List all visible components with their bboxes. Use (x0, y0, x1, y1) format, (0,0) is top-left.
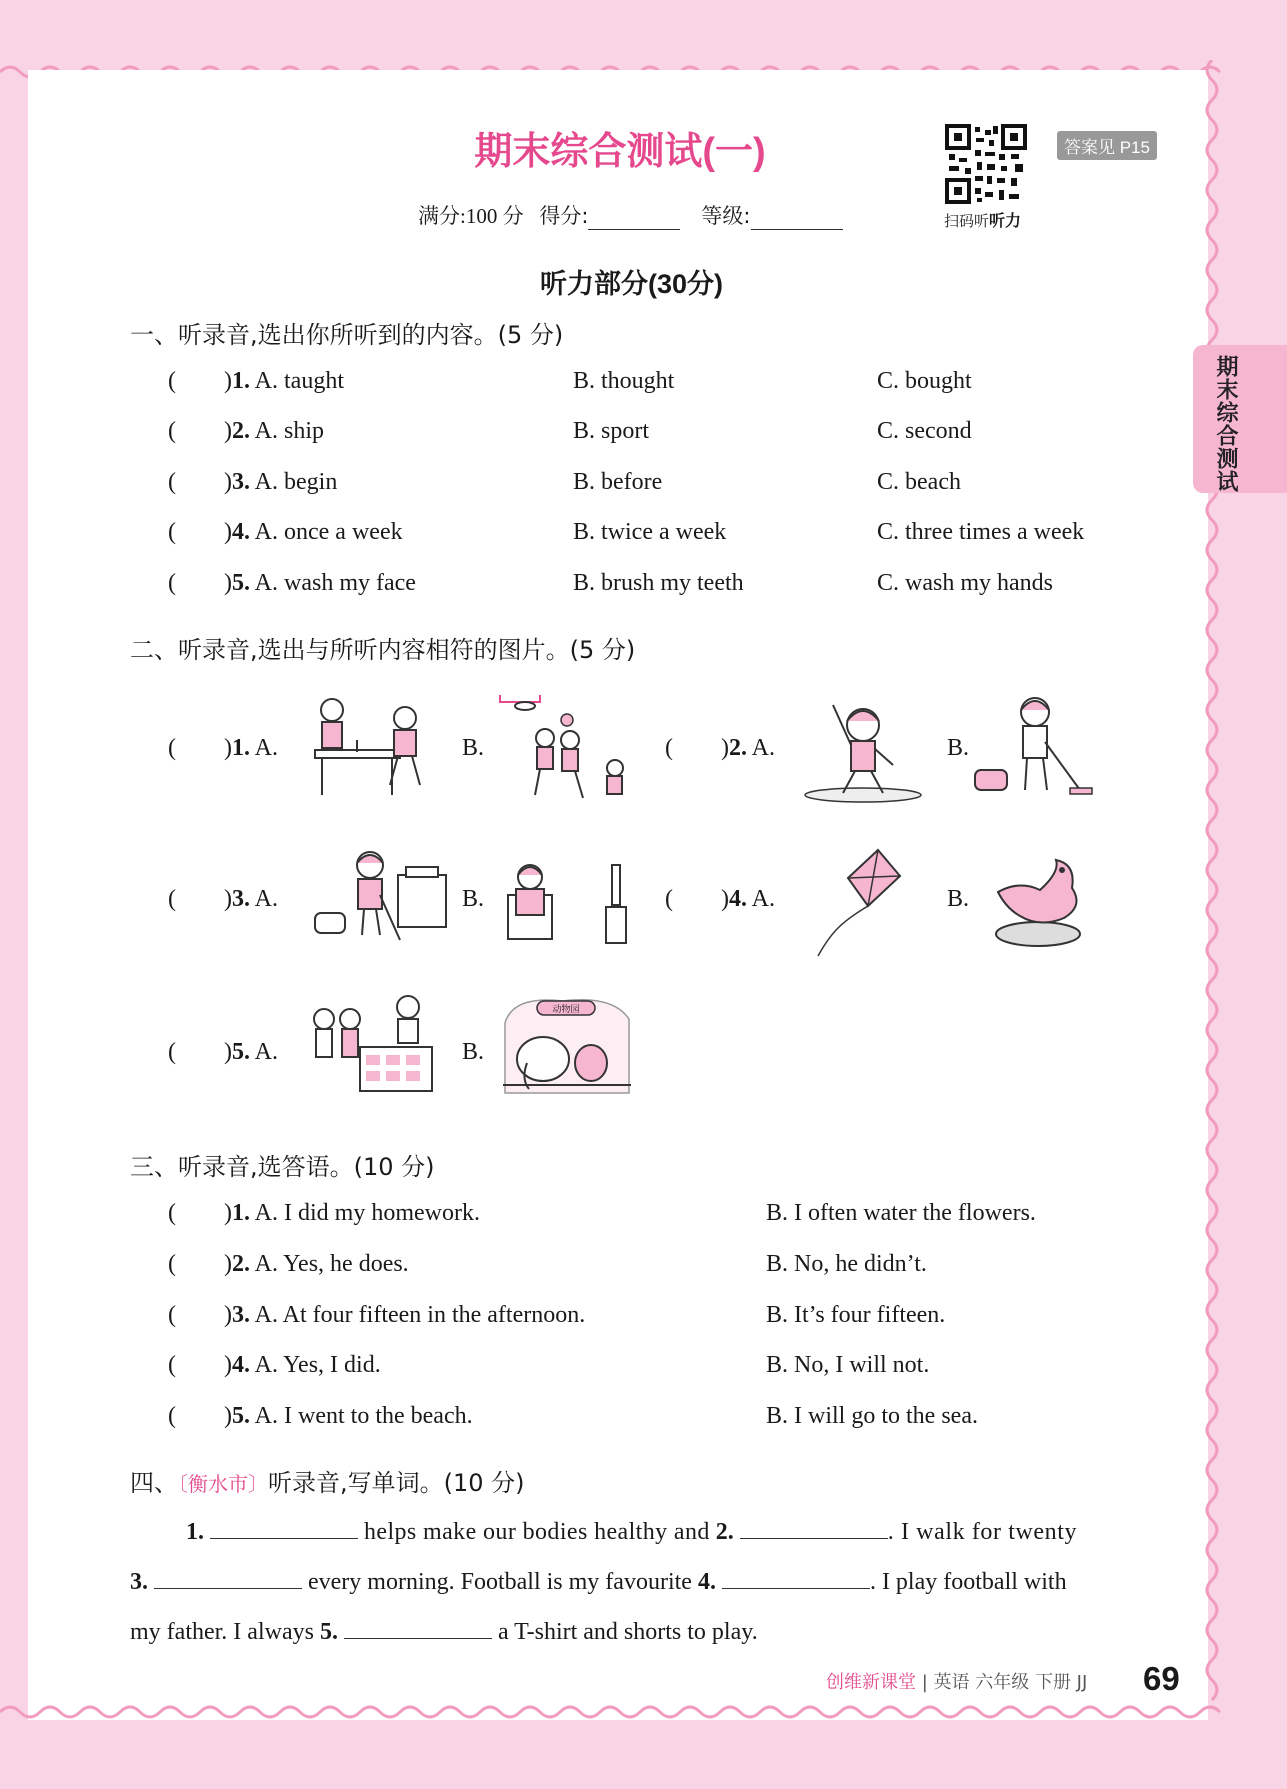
listening-section-title: 听力部分(30分) (540, 269, 724, 299)
option-a[interactable]: A. At four fifteen in the afternoon. (254, 1302, 586, 1328)
page-number: 69 (1143, 1660, 1180, 1697)
part1-option-c[interactable]: C. second (877, 418, 972, 444)
part2-option-b-label: B. (462, 886, 485, 912)
item-number: 4. (728, 886, 747, 912)
option-a-label: A. (751, 886, 776, 912)
item-number: 3. (231, 469, 250, 495)
item-number: 5. (231, 570, 250, 596)
score-label: 得分: (539, 204, 589, 228)
part1-option-b[interactable]: B. sport (573, 418, 650, 444)
vacuum-cleaning-picture[interactable] (965, 690, 1095, 805)
part4-heading-text: 听录音,写单词。(10 分) (268, 1469, 525, 1497)
part2-item-4: ( )4. A. (665, 886, 776, 912)
option-a[interactable]: A. I did my homework. (254, 1200, 480, 1226)
part1-item-1: ( )1. A. taught (168, 368, 344, 394)
part1-heading: 一、听录音,选出你所听到的内容。(5 分) (130, 321, 564, 349)
side-tab-label: 期末综合测试 (1213, 355, 1238, 493)
full-score: 满分:100 分 (418, 204, 524, 228)
part2-option-b-label: B. (462, 1039, 485, 1065)
option-a[interactable]: A. taught (254, 368, 344, 394)
part4-heading (130, 1463, 525, 1498)
girl-watching-tv-picture[interactable] (500, 855, 640, 950)
part4-prefix: 四、 (130, 1469, 178, 1497)
score-blank[interactable] (588, 211, 680, 230)
part1-option-c[interactable]: C. wash my hands (877, 570, 1053, 596)
blank-number: 3. (130, 1569, 148, 1595)
part3-option-b[interactable]: B. I often water the flowers. (766, 1200, 1036, 1226)
part3-heading: 三、听录音,选答语。(10 分) (130, 1153, 435, 1181)
item-number: 4. (231, 519, 250, 545)
blank-number: 5. (319, 1619, 338, 1645)
option-a[interactable]: A. begin (254, 469, 338, 495)
part2-item-3: ( )3. A. (168, 886, 279, 912)
item-number: 3. (231, 1302, 250, 1328)
option-a[interactable]: A. I went to the beach. (254, 1403, 473, 1429)
option-a[interactable]: A. Yes, he does. (254, 1251, 409, 1277)
part2-item-1: ( )1. A. (168, 735, 279, 761)
item-number: 1. (231, 735, 250, 761)
footer: 创维新课堂 | 英语 六年级 下册 JJ (826, 1672, 1088, 1693)
passage-text: my father. I always (130, 1619, 314, 1645)
blank-1[interactable] (210, 1516, 358, 1539)
part1-item-3: ( )3. A. begin (168, 469, 338, 495)
part1-option-c[interactable]: C. beach (877, 469, 961, 495)
part3-item-4: ( )4. A. Yes, I did. (168, 1352, 381, 1378)
footer-brand: 创维新课堂 (826, 1672, 916, 1693)
part3-option-b[interactable]: B. No, he didn’t. (766, 1251, 927, 1277)
item-number: 2. (728, 735, 747, 761)
passage-text: . I play football with (869, 1569, 1067, 1595)
item-number: 3. (231, 886, 250, 912)
blank-5[interactable] (344, 1616, 492, 1639)
girl-exercising-picture[interactable] (803, 695, 923, 805)
part1-item-2: ( )2. A. ship (168, 418, 325, 444)
basketball-picture[interactable] (495, 690, 630, 808)
part1-option-b[interactable]: B. before (573, 469, 663, 495)
option-a[interactable]: A. ship (254, 418, 325, 444)
ping-pong-picture[interactable] (310, 690, 430, 805)
part1-option-b[interactable]: B. thought (573, 368, 675, 394)
part1-option-b[interactable]: B. brush my teeth (573, 570, 744, 596)
part3-item-1: ( )1. A. I did my homework. (168, 1200, 480, 1226)
option-a[interactable]: A. wash my face (254, 570, 416, 596)
bottom-wave-border (0, 1700, 1287, 1724)
passage-text: a T-shirt and shorts to play. (497, 1619, 758, 1645)
part2-option-b-label: B. (462, 735, 485, 761)
dragon-statue-picture[interactable] (980, 852, 1090, 952)
part1-option-c[interactable]: C. bought (877, 368, 972, 394)
option-a[interactable]: A. Yes, I did. (254, 1352, 381, 1378)
part3-item-2: ( )2. A. Yes, he does. (168, 1251, 409, 1277)
option-a-label: A. (254, 735, 279, 761)
blank-number: 1. (186, 1519, 204, 1545)
part4-line-2 (130, 1566, 1067, 1596)
option-a-label: A. (751, 735, 776, 761)
part4-line-3 (130, 1616, 758, 1646)
item-number: 5. (231, 1403, 250, 1429)
zoo-sign-text: 动物园 (552, 1005, 580, 1015)
part2-item-5: ( )5. A. (168, 1039, 279, 1065)
right-wave-border (1200, 60, 1224, 1720)
grade-blank[interactable] (751, 211, 843, 230)
score-meta (418, 200, 843, 230)
blank-3[interactable] (154, 1566, 302, 1589)
part2-option-b-label: B. (947, 886, 970, 912)
item-number: 1. (231, 368, 250, 394)
option-a-label: A. (254, 1039, 279, 1065)
grade-label: 等级: (701, 204, 751, 228)
footer-info: 英语 六年级 下册 JJ (933, 1672, 1088, 1693)
qr-label (944, 208, 1021, 231)
side-tab (1193, 345, 1287, 493)
zoo-picture[interactable] (503, 993, 631, 1098)
blank-number: 2. (715, 1519, 734, 1545)
item-number: 5. (231, 1039, 250, 1065)
part2-option-b-label: B. (947, 735, 970, 761)
shopping-picture[interactable] (308, 993, 436, 1098)
item-number: 1. (231, 1200, 250, 1226)
part3-option-b[interactable]: B. It’s four fifteen. (766, 1302, 946, 1328)
blank-4[interactable] (722, 1566, 870, 1589)
option-a[interactable]: A. once a week (254, 519, 403, 545)
passage-text: helps make our bodies healthy and (364, 1519, 710, 1545)
qr-code-icon[interactable] (945, 124, 1027, 204)
part1-item-5: ( )5. A. wash my face (168, 570, 416, 596)
passage-text: every morning. Football is my favourite (308, 1569, 692, 1595)
part2-heading: 二、听录音,选出与所听内容相符的图片。(5 分) (130, 636, 636, 664)
item-number: 2. (231, 1251, 250, 1277)
part4-line-1 (186, 1516, 1077, 1546)
answer-badge: 答案见 P15 (1057, 131, 1157, 160)
girl-vacuuming-picture[interactable] (310, 845, 450, 945)
passage-text: . I walk for twenty (887, 1519, 1078, 1545)
part3-option-b[interactable]: B. I will go to the sea. (766, 1403, 978, 1429)
option-a-label: A. (254, 886, 279, 912)
part3-item-5: ( )5. A. I went to the beach. (168, 1403, 473, 1429)
part1-option-b[interactable]: B. twice a week (573, 519, 727, 545)
item-number: 4. (231, 1352, 250, 1378)
kite-picture[interactable] (808, 848, 903, 958)
region-tag: 〔衡水市〕 (178, 1472, 268, 1496)
item-number: 2. (231, 418, 250, 444)
qr-label-text: 扫码听 (944, 213, 990, 230)
qr-label-bold: 听力 (989, 213, 1022, 230)
part3-option-b[interactable]: B. No, I will not. (766, 1352, 930, 1378)
part1-item-4: ( )4. A. once a week (168, 519, 403, 545)
page-title: 期末综合测试(一) (474, 131, 766, 173)
part1-option-c[interactable]: C. three times a week (877, 519, 1085, 545)
part3-item-3: ( )3. A. At four fifteen in the afternoon. (168, 1302, 586, 1328)
blank-2[interactable] (740, 1516, 888, 1539)
blank-number: 4. (697, 1569, 716, 1595)
part2-item-2: ( )2. A. (665, 735, 776, 761)
